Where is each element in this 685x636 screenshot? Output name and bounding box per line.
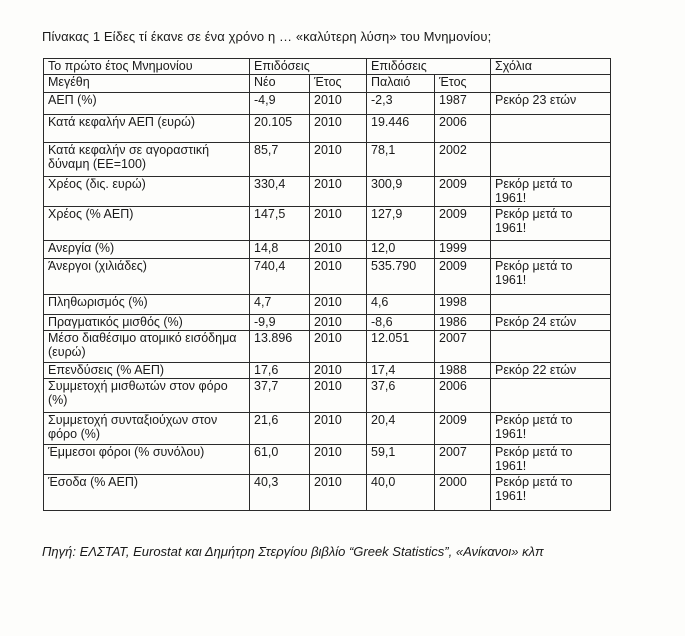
- row-old-value: 78,1: [367, 143, 435, 177]
- row-label: Μέσο διαθέσιμο ατομικό εισόδημα (ευρώ): [44, 331, 250, 363]
- row-new-year: 2010: [310, 177, 367, 207]
- row-old-year: 2000: [435, 475, 491, 511]
- row-old-value: 37,6: [367, 379, 435, 413]
- subheader-size: Μεγέθη: [44, 75, 250, 93]
- table-row: [44, 363, 611, 379]
- row-label: Έμμεσοι φόροι (% συνόλου): [44, 445, 250, 475]
- row-new-value: 17,6: [250, 363, 310, 379]
- row-old-value: 12,0: [367, 241, 435, 259]
- row-label: Πραγματικός μισθός (%): [44, 315, 250, 331]
- row-comment: [491, 295, 611, 315]
- row-comment: Ρεκόρ μετά το 1961!: [491, 177, 611, 207]
- statistics-table: [43, 58, 611, 511]
- header-performance-old: Επιδόσεις: [367, 59, 491, 75]
- row-comment: [491, 331, 611, 363]
- row-old-year: 1998: [435, 295, 491, 315]
- subheader-comments-empty: [491, 75, 611, 93]
- row-comment: Ρεκόρ μετά το 1961!: [491, 207, 611, 241]
- row-new-value: 147,5: [250, 207, 310, 241]
- row-old-year: 2009: [435, 177, 491, 207]
- row-old-value: 19.446: [367, 115, 435, 143]
- row-label: Έσοδα (% ΑΕΠ): [44, 475, 250, 511]
- row-new-year: 2010: [310, 315, 367, 331]
- row-old-value: 127,9: [367, 207, 435, 241]
- row-old-year: 2009: [435, 259, 491, 295]
- row-label: Πληθωρισμός (%): [44, 295, 250, 315]
- row-old-year: 1987: [435, 93, 491, 115]
- table-row: [44, 93, 611, 115]
- table-row: [44, 115, 611, 143]
- row-label: Χρέος (δις. ευρώ): [44, 177, 250, 207]
- row-old-value: 59,1: [367, 445, 435, 475]
- row-new-value: 37,7: [250, 379, 310, 413]
- row-new-year: 2010: [310, 207, 367, 241]
- subheader-year-new: Έτος: [310, 75, 367, 93]
- header-comments: Σχόλια: [491, 59, 611, 75]
- row-old-value: 20,4: [367, 413, 435, 445]
- row-old-value: 40,0: [367, 475, 435, 511]
- row-old-value: 535.790: [367, 259, 435, 295]
- table-row: [44, 475, 611, 511]
- table-row: [44, 445, 611, 475]
- row-old-value: 4,6: [367, 295, 435, 315]
- table-title: Πίνακας 1 Είδες τί έκανε σε ένα χρόνο η … «καλύτερη λύση» του Μνημονίου;: [42, 29, 492, 44]
- row-old-year: 2006: [435, 379, 491, 413]
- row-comment: [491, 241, 611, 259]
- row-new-year: 2010: [310, 241, 367, 259]
- row-new-year: 2010: [310, 331, 367, 363]
- row-comment: [491, 379, 611, 413]
- row-new-year: 2010: [310, 143, 367, 177]
- row-new-value: 330,4: [250, 177, 310, 207]
- row-label: Επενδύσεις (% ΑΕΠ): [44, 363, 250, 379]
- row-old-year: 2009: [435, 207, 491, 241]
- row-new-year: 2010: [310, 413, 367, 445]
- row-comment: Ρεκόρ μετά το 1961!: [491, 413, 611, 445]
- row-label: Συμμετοχή μισθωτών στον φόρο (%): [44, 379, 250, 413]
- table-row: [44, 259, 611, 295]
- row-old-year: 1986: [435, 315, 491, 331]
- row-old-value: 12.051: [367, 331, 435, 363]
- header-first-year: Το πρώτο έτος Μνημονίου: [44, 59, 250, 75]
- row-new-value: 61,0: [250, 445, 310, 475]
- row-label: Άνεργοι (χιλιάδες): [44, 259, 250, 295]
- row-old-year: 1999: [435, 241, 491, 259]
- row-new-value: 85,7: [250, 143, 310, 177]
- table-row: [44, 379, 611, 413]
- table-row: [44, 331, 611, 363]
- row-new-year: 2010: [310, 379, 367, 413]
- row-new-value: 20.105: [250, 115, 310, 143]
- row-new-year: 2010: [310, 93, 367, 115]
- subheader-row: [44, 75, 611, 93]
- row-label: Ανεργία (%): [44, 241, 250, 259]
- subheader-year-old: Έτος: [435, 75, 491, 93]
- row-old-year: 1988: [435, 363, 491, 379]
- row-old-value: 17,4: [367, 363, 435, 379]
- subheader-old: Παλαιό: [367, 75, 435, 93]
- row-new-year: 2010: [310, 445, 367, 475]
- row-new-value: -4,9: [250, 93, 310, 115]
- row-comment: Ρεκόρ μετά το 1961!: [491, 259, 611, 295]
- row-new-value: 4,7: [250, 295, 310, 315]
- row-old-value: -2,3: [367, 93, 435, 115]
- row-new-value: 13.896: [250, 331, 310, 363]
- row-label: Κατά κεφαλήν ΑΕΠ (ευρώ): [44, 115, 250, 143]
- row-label: Κατά κεφαλήν σε αγοραστική δύναμη (ΕΕ=100): [44, 143, 250, 177]
- row-old-year: 2007: [435, 331, 491, 363]
- row-comment: Ρεκόρ 22 ετών: [491, 363, 611, 379]
- row-comment: Ρεκόρ 23 ετών: [491, 93, 611, 115]
- table-row: [44, 241, 611, 259]
- table-row: [44, 315, 611, 331]
- row-comment: [491, 115, 611, 143]
- row-new-year: 2010: [310, 475, 367, 511]
- row-new-value: -9,9: [250, 315, 310, 331]
- row-comment: Ρεκόρ μετά το 1961!: [491, 445, 611, 475]
- row-new-year: 2010: [310, 115, 367, 143]
- table-row: [44, 177, 611, 207]
- row-new-year: 2010: [310, 295, 367, 315]
- row-label: Συμμετοχή συνταξιούχων στον φόρο (%): [44, 413, 250, 445]
- table-row: [44, 295, 611, 315]
- row-old-year: 2006: [435, 115, 491, 143]
- row-old-value: 300,9: [367, 177, 435, 207]
- row-comment: Ρεκόρ μετά το 1961!: [491, 475, 611, 511]
- row-label: ΑΕΠ (%): [44, 93, 250, 115]
- row-new-year: 2010: [310, 259, 367, 295]
- source-note: Πηγή: ΕΛΣΤΑΤ, Eurostat και Δημήτρη Στεργίου βιβλίο “Greek Statistics”, «Ανίκανοι» κλπ: [42, 544, 544, 559]
- row-label: Χρέος (% ΑΕΠ): [44, 207, 250, 241]
- row-new-value: 14,8: [250, 241, 310, 259]
- header-row: [44, 59, 611, 75]
- row-new-value: 740,4: [250, 259, 310, 295]
- row-old-year: 2007: [435, 445, 491, 475]
- row-new-year: 2010: [310, 363, 367, 379]
- table-row: [44, 143, 611, 177]
- table-row: [44, 207, 611, 241]
- header-performance-new: Επιδόσεις: [250, 59, 367, 75]
- row-new-value: 21,6: [250, 413, 310, 445]
- row-old-year: 2002: [435, 143, 491, 177]
- row-comment: [491, 143, 611, 177]
- row-new-value: 40,3: [250, 475, 310, 511]
- table-row: [44, 413, 611, 445]
- row-old-value: -8,6: [367, 315, 435, 331]
- subheader-new: Νέο: [250, 75, 310, 93]
- row-comment: Ρεκόρ 24 ετών: [491, 315, 611, 331]
- row-old-year: 2009: [435, 413, 491, 445]
